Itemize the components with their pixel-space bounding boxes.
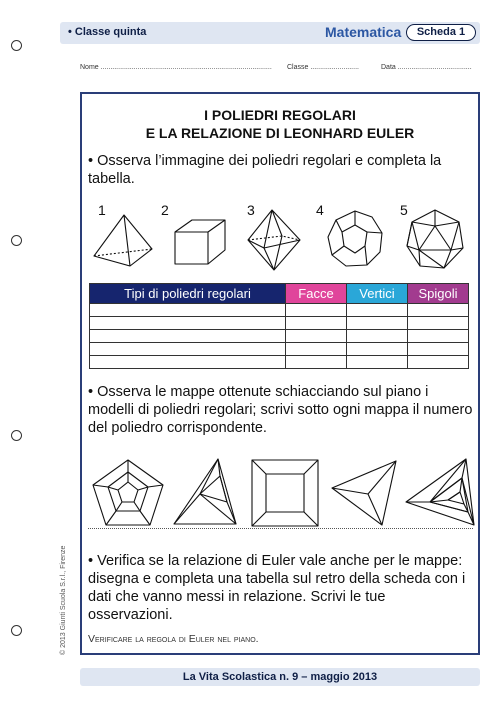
tetrahedron-drawing xyxy=(90,212,156,270)
polyhedron-number-5: 5 xyxy=(400,202,408,218)
table-cell[interactable] xyxy=(347,330,408,343)
polyhedron-number-2: 2 xyxy=(161,202,169,218)
table-cell[interactable] xyxy=(90,356,286,369)
table-row xyxy=(90,317,469,330)
copyright-text: © 2013 Giunti Scuola S.r.l., Firenze xyxy=(60,545,67,655)
icosahedron-drawing xyxy=(404,208,466,270)
table-cell[interactable] xyxy=(286,304,347,317)
class-field: Classe ......................... xyxy=(287,64,359,71)
binder-hole-top xyxy=(11,40,22,51)
worksheet-title-line1: I POLIEDRI REGOLARI xyxy=(204,107,356,123)
table-cell[interactable] xyxy=(286,330,347,343)
table-cell[interactable] xyxy=(347,356,408,369)
column-header-vertices: Vertici xyxy=(347,284,408,304)
subject-label: Matematica xyxy=(325,24,402,40)
table-cell[interactable] xyxy=(408,330,469,343)
instruction-3: • Verifica se la relazione di Euler vale anche per le mappe: disegna e completa una tabella sul retro della scheda con i dati che vanno messi in relazione. Scrivi le tue osservazioni. xyxy=(88,553,466,623)
worksheet-badge: Scheda 1 xyxy=(406,24,476,41)
column-header-faces: Facce xyxy=(286,284,347,304)
date-field: Data ...................................... xyxy=(381,64,472,71)
table-cell[interactable] xyxy=(286,343,347,356)
table-cell[interactable] xyxy=(286,317,347,330)
table-cell[interactable] xyxy=(408,304,469,317)
map-cube xyxy=(250,458,320,528)
table-cell[interactable] xyxy=(347,343,408,356)
worksheet-title-line2: E LA RELAZIONE DI LEONHARD EULER xyxy=(145,125,415,141)
map-icosahedron xyxy=(404,456,476,528)
table-row xyxy=(90,330,469,343)
table-cell[interactable] xyxy=(347,317,408,330)
polyhedron-number-3: 3 xyxy=(247,202,255,218)
table-cell[interactable] xyxy=(90,343,286,356)
polyhedron-number-4: 4 xyxy=(316,202,324,218)
table-cell[interactable] xyxy=(90,304,286,317)
dodecahedron-drawing xyxy=(324,208,386,270)
table-row xyxy=(90,304,469,317)
octahedron-drawing xyxy=(244,208,304,272)
name-field: Nome ........................................................................................ xyxy=(80,64,272,71)
polyhedra-table xyxy=(89,283,469,369)
objective-note: Verificare la regola di Euler nel piano. xyxy=(88,633,259,645)
table-cell[interactable] xyxy=(90,317,286,330)
instruction-1: • Osserva l’immagine dei poliedri regolari e completa la tabella. xyxy=(88,153,442,187)
column-header-types: Tipi di poliedri regolari xyxy=(90,284,286,304)
column-header-edges: Spigoli xyxy=(408,284,469,304)
table-cell[interactable] xyxy=(408,356,469,369)
answer-dotted-line xyxy=(88,528,473,529)
table-header-row xyxy=(90,284,469,304)
binder-hole-bottom xyxy=(11,625,22,636)
map-tetrahedron xyxy=(328,458,400,528)
binder-hole-upper xyxy=(11,235,22,246)
table-cell[interactable] xyxy=(408,317,469,330)
table-row xyxy=(90,343,469,356)
binder-hole-lower xyxy=(11,430,22,441)
table-cell[interactable] xyxy=(408,343,469,356)
class-label: • Classe quinta xyxy=(68,26,147,38)
footer-bar: La Vita Scolastica n. 9 – maggio 2013 xyxy=(80,668,480,686)
map-dodecahedron xyxy=(90,458,166,528)
table-row xyxy=(90,356,469,369)
instruction-2: • Osserva le mappe ottenute schiacciando sul piano i modelli di poliedri regolari; scrivi sotto ogni mappa il numero del poliedro corrispondente. xyxy=(88,384,473,436)
table-cell[interactable] xyxy=(90,330,286,343)
map-octahedron xyxy=(170,456,240,528)
cube-drawing xyxy=(170,212,230,268)
table-cell[interactable] xyxy=(286,356,347,369)
header-bar xyxy=(60,22,480,44)
table-cell[interactable] xyxy=(347,304,408,317)
polyhedron-number-1: 1 xyxy=(98,202,106,218)
